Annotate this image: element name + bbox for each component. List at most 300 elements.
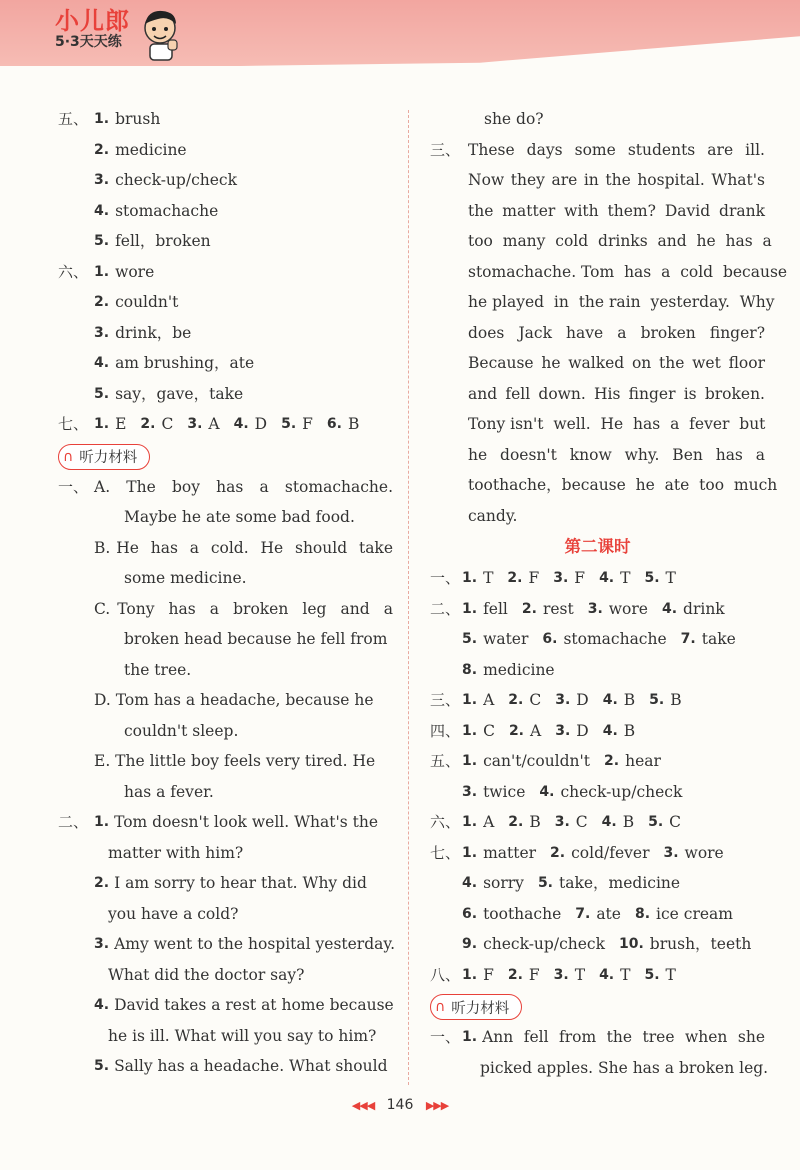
- section-number: 五、: [430, 752, 461, 770]
- item-answer: A: [530, 721, 542, 740]
- indent: [58, 196, 94, 227]
- item-number: 4.: [94, 202, 110, 219]
- item-number: 6.: [462, 905, 478, 922]
- item-answer: check-up/check: [483, 935, 605, 953]
- headphones-icon: ∩: [435, 999, 446, 1015]
- indent: [58, 716, 124, 747]
- section-number: 一、: [430, 1028, 461, 1046]
- answer-line: [58, 287, 393, 318]
- indent: [430, 226, 468, 257]
- item-number: 2.: [94, 875, 110, 891]
- listening-text: stomachache. Tom has a cold because: [468, 262, 788, 281]
- item-number: 2.: [521, 600, 537, 617]
- item-number: 5.: [94, 385, 110, 402]
- item-answer: take，medicine: [559, 874, 681, 892]
- item-number: 1.: [462, 814, 478, 830]
- item-number: 4.: [601, 814, 617, 830]
- indent: [430, 624, 462, 655]
- page-footer: [0, 1097, 800, 1113]
- indent: [430, 318, 468, 349]
- column-divider: [408, 110, 409, 1085]
- section-number: 七、: [58, 415, 89, 433]
- listening-line: [58, 563, 393, 594]
- item-number: 4.: [661, 600, 678, 617]
- item-number: 2.: [507, 570, 523, 586]
- listening-line: [430, 379, 765, 410]
- item-number: 10.: [618, 936, 644, 952]
- badge-label: 听力材料: [451, 1000, 510, 1017]
- item-answer: medicine: [115, 140, 187, 159]
- listening-line: [58, 899, 393, 930]
- indent: [58, 563, 124, 594]
- item-answer: wore: [684, 843, 724, 862]
- listening-text: he doesn't know why. Ben has a: [468, 445, 765, 464]
- mascot-icon: [140, 6, 182, 62]
- answer-line: [58, 104, 393, 135]
- item-number: 1.: [94, 814, 110, 830]
- listening-text: she do?: [484, 110, 544, 128]
- indent: [58, 502, 124, 533]
- answer-line: [58, 257, 393, 288]
- item-answer: check-up/check: [115, 171, 237, 189]
- item-number: 4.: [602, 722, 618, 739]
- indent: [430, 1053, 480, 1084]
- item-number: 2.: [94, 141, 110, 158]
- indent: [430, 440, 468, 471]
- section-number: 一、: [58, 477, 89, 496]
- item-answer: A: [208, 415, 220, 433]
- item-answer: F: [483, 965, 494, 984]
- item-number: 2.: [604, 753, 620, 769]
- item-answer: D: [576, 721, 589, 740]
- item-number: 2.: [94, 294, 110, 310]
- indent: [58, 135, 94, 166]
- indent: [58, 348, 94, 379]
- section-number: 一、: [430, 569, 461, 587]
- item-answer: rest: [542, 599, 574, 618]
- item-number: 1.: [462, 722, 478, 739]
- listening-line: [58, 807, 393, 838]
- listening-line: [430, 165, 765, 196]
- indent: [430, 868, 462, 899]
- listening-text: I am sorry to hear that. Why did: [114, 874, 367, 892]
- item-answer: C: [529, 691, 542, 709]
- item-answer: C: [161, 415, 174, 433]
- item-answer: brush，teeth: [649, 935, 752, 953]
- listening-text: David takes a rest at home because: [114, 996, 394, 1014]
- item-number: 1.: [462, 966, 478, 983]
- item-number: 4.: [599, 966, 615, 983]
- item-number: 2.: [507, 966, 523, 983]
- indent: [430, 257, 468, 288]
- item-number: 1.: [462, 844, 478, 861]
- listening-line: [58, 502, 393, 533]
- listening-text: D. Tom has a headache, because he: [94, 691, 374, 709]
- item-number: 4.: [539, 783, 555, 800]
- listening-line: [58, 960, 393, 991]
- listening-line: [58, 746, 393, 777]
- indent: [58, 960, 108, 991]
- item-number: 5.: [94, 233, 110, 249]
- indent: [58, 379, 94, 410]
- item-number: 3.: [554, 814, 570, 830]
- item-number: 5.: [644, 966, 660, 983]
- answer-line: [430, 563, 765, 594]
- item-answer: B: [670, 691, 682, 709]
- indent: [58, 929, 94, 960]
- indent: [430, 379, 468, 410]
- item-answer: matter: [483, 843, 537, 862]
- indent: [58, 287, 94, 318]
- indent: [430, 470, 468, 501]
- item-answer: take: [701, 630, 736, 648]
- item-answer: F: [302, 415, 313, 433]
- item-number: 5.: [648, 814, 664, 830]
- answer-line: [430, 655, 765, 686]
- listening-text: Tony isn't well. He has a fever but: [468, 415, 766, 433]
- item-answer: B: [622, 813, 635, 831]
- item-number: 3.: [553, 966, 569, 983]
- item-number: 1.: [462, 692, 478, 708]
- item-number: 3.: [553, 570, 569, 586]
- item-number: 5.: [649, 692, 665, 708]
- item-answer: say，gave，take: [115, 384, 244, 403]
- answer-line: [430, 746, 765, 777]
- listening-text: Because he walked on the wet floor: [468, 354, 765, 372]
- item-number: 3.: [555, 692, 571, 708]
- listening-line: [58, 716, 393, 747]
- indent: [58, 990, 94, 1021]
- indent: [58, 746, 94, 777]
- listening-text: he played in the rain yesterday. Why: [468, 293, 775, 311]
- listening-text: Tom doesn't look well. What's the: [114, 813, 378, 831]
- section-number: 六、: [430, 813, 461, 831]
- answer-line: [430, 685, 765, 716]
- item-answer: medicine: [483, 660, 555, 679]
- item-answer: T: [483, 569, 494, 587]
- item-number: 4.: [233, 416, 249, 432]
- answer-line: [58, 318, 393, 349]
- indent: [430, 655, 462, 686]
- item-number: 5.: [94, 1058, 110, 1074]
- item-number: 3.: [187, 416, 203, 432]
- listening-text: picked apples. She has a broken leg.: [480, 1058, 769, 1077]
- item-answer: T: [665, 569, 676, 587]
- listening-text: What did the doctor say?: [108, 965, 305, 984]
- listening-line: [430, 348, 765, 379]
- indent: [58, 838, 108, 869]
- item-number: 1.: [94, 111, 110, 127]
- section-number: 五、: [58, 110, 89, 128]
- item-number: 1.: [462, 1029, 478, 1045]
- brand-logo: [55, 8, 130, 50]
- answer-line: [430, 777, 765, 808]
- item-answer: C: [575, 813, 588, 831]
- item-number: 2.: [508, 692, 524, 708]
- listening-text: you have a cold?: [108, 904, 239, 923]
- item-answer: twice: [483, 782, 526, 801]
- item-answer: wore: [608, 599, 648, 618]
- item-number: 3.: [94, 324, 110, 341]
- item-answer: B: [529, 813, 541, 831]
- indent: [58, 868, 94, 899]
- answer-line: [58, 135, 393, 166]
- item-number: 2.: [140, 416, 156, 432]
- listening-line: [58, 868, 393, 899]
- listening-line: [430, 318, 765, 349]
- listening-text: These days some students are ill.: [468, 140, 765, 159]
- listening-line: [430, 287, 775, 318]
- section-number: 六、: [58, 262, 89, 281]
- answer-line: [430, 899, 765, 930]
- answer-line: [58, 165, 393, 196]
- section-number: 三、: [430, 140, 461, 159]
- section-number: 八、: [430, 965, 461, 984]
- item-number: 5.: [644, 570, 660, 586]
- indent: [430, 777, 462, 808]
- indent: [58, 1051, 94, 1082]
- item-number: 1.: [462, 570, 478, 586]
- item-answer: ate: [596, 904, 621, 923]
- item-number: 3.: [663, 844, 679, 861]
- indent: [430, 165, 468, 196]
- indent: [430, 348, 468, 379]
- section-number: 四、: [430, 721, 461, 740]
- item-answer: sorry: [483, 874, 524, 892]
- listening-line: [58, 655, 393, 686]
- listening-line: [58, 777, 393, 808]
- item-answer: drink: [683, 599, 725, 618]
- listening-text: the matter with them? David drank: [468, 201, 765, 220]
- listening-text: toothache，because he ate too much: [468, 476, 778, 494]
- item-answer: can't/couldn't: [483, 752, 591, 770]
- listening-text: candy.: [468, 506, 518, 525]
- answer-line: [430, 868, 765, 899]
- item-number: 8.: [634, 905, 651, 922]
- listening-line: [430, 1022, 765, 1053]
- listening-text: A. The boy has a stomachache.: [94, 477, 393, 496]
- item-answer: D: [254, 415, 268, 433]
- badge-label: 听力材料: [79, 450, 138, 466]
- brand-name: 小儿郎: [55, 7, 130, 35]
- listening-text: couldn't sleep.: [124, 721, 239, 740]
- item-number: 9.: [462, 936, 478, 952]
- item-number: 7.: [680, 631, 696, 647]
- indent: [58, 165, 94, 196]
- listening-text: Sally has a headache. What should: [114, 1057, 388, 1075]
- section-number: 二、: [430, 599, 461, 618]
- indent: [430, 929, 462, 960]
- indent: [58, 226, 94, 257]
- listening-line: [430, 257, 788, 288]
- indent: [430, 104, 484, 135]
- section-number: 三、: [430, 691, 461, 709]
- listening-line: [430, 104, 765, 135]
- item-number: 6.: [326, 416, 342, 432]
- item-number: 4.: [94, 997, 110, 1013]
- item-answer: D: [576, 691, 589, 709]
- answer-line: [430, 624, 765, 655]
- answer-line: [430, 838, 765, 869]
- item-number: 1.: [94, 263, 110, 280]
- listening-text: Ann fell from the tree when she: [482, 1028, 765, 1046]
- listening-text: Now they are in the hospital. What's: [468, 171, 765, 189]
- listening-line: [430, 196, 765, 227]
- item-answer: B: [623, 721, 636, 740]
- listening-line: [58, 472, 393, 503]
- item-number: 6.: [542, 631, 558, 647]
- item-answer: E: [115, 415, 127, 433]
- listening-text: too many cold drinks and he has a: [468, 232, 772, 250]
- answer-line: [430, 807, 765, 838]
- listening-line: [430, 1053, 769, 1084]
- item-answer: A: [483, 813, 495, 831]
- answer-line: [430, 960, 765, 991]
- listening-line: [58, 929, 393, 960]
- section-number: 七、: [430, 843, 461, 862]
- indent: [58, 655, 124, 686]
- listening-text: matter with him?: [108, 843, 244, 862]
- listening-text: E. The little boy feels very tired. He: [94, 752, 376, 770]
- item-answer: stomachache: [563, 630, 667, 648]
- listening-line: [58, 1051, 393, 1082]
- answer-line: [58, 196, 393, 227]
- left-column: [58, 104, 393, 1082]
- item-answer: fell，broken: [115, 232, 211, 250]
- listening-text: C. Tony has a broken leg and a: [94, 599, 393, 618]
- section-number: 二、: [58, 813, 89, 831]
- next-arrows-icon: ▶▶▶: [425, 1099, 449, 1112]
- item-answer: F: [528, 569, 540, 587]
- listening-line: [430, 226, 772, 257]
- listening-text: some medicine.: [124, 569, 247, 587]
- item-number: 5.: [537, 875, 553, 891]
- item-answer: B: [623, 691, 636, 709]
- item-number: 7.: [575, 905, 591, 922]
- headphones-icon: ∩: [63, 448, 74, 465]
- listening-line: [430, 409, 765, 440]
- listening-text: Amy went to the hospital yesterday.: [114, 935, 395, 953]
- item-answer: couldn't: [115, 293, 179, 311]
- item-answer: T: [620, 569, 631, 587]
- listening-line: [430, 470, 778, 501]
- indent: [430, 501, 468, 532]
- item-answer: drink，be: [115, 323, 192, 342]
- item-number: 3.: [94, 936, 110, 952]
- item-number: 4.: [602, 692, 618, 708]
- item-answer: C: [483, 721, 495, 740]
- listening-text: does Jack have a broken finger?: [468, 323, 765, 342]
- listening-line: [430, 501, 765, 532]
- right-column: [430, 104, 788, 1083]
- item-answer: fell: [483, 599, 508, 618]
- listening-line: [430, 135, 765, 166]
- item-answer: F: [528, 965, 540, 984]
- listening-line: [58, 990, 393, 1021]
- item-number: 2.: [508, 722, 524, 739]
- answer-line: [430, 716, 765, 747]
- item-number: 4.: [462, 875, 478, 891]
- item-number: 3.: [587, 600, 603, 617]
- listening-material-badge: [58, 444, 150, 470]
- item-number: 3.: [462, 783, 478, 800]
- listening-line: [430, 440, 765, 471]
- answer-line: [430, 594, 765, 625]
- listening-line: [58, 594, 393, 625]
- listening-text: has a fever.: [124, 782, 214, 801]
- item-answer: F: [574, 569, 586, 587]
- item-number: 1.: [462, 600, 478, 617]
- listening-line: [58, 624, 393, 655]
- item-answer: C: [669, 813, 682, 831]
- item-answer: T: [620, 965, 631, 984]
- item-number: 8.: [462, 661, 478, 678]
- indent: [58, 624, 124, 655]
- answer-line: [430, 929, 765, 960]
- listening-line: [58, 533, 393, 564]
- item-answer: am brushing，ate: [115, 354, 255, 372]
- listening-text: the tree.: [124, 660, 192, 679]
- prev-arrows-icon: ◀◀◀: [351, 1099, 375, 1112]
- indent: [58, 318, 94, 349]
- lesson-title: 第二课时: [564, 537, 631, 556]
- answer-line: [58, 348, 393, 379]
- indent: [430, 196, 468, 227]
- item-number: 4.: [94, 355, 110, 371]
- item-answer: toothache: [483, 904, 562, 923]
- listening-line: [58, 685, 393, 716]
- page-number: 146: [386, 1097, 414, 1113]
- indent: [58, 899, 108, 930]
- listening-line: [58, 1021, 393, 1052]
- item-answer: A: [483, 691, 495, 709]
- listening-text: B. He has a cold. He should take: [94, 538, 393, 557]
- answer-line: [58, 379, 393, 410]
- indent: [430, 409, 468, 440]
- item-answer: ice cream: [656, 904, 733, 923]
- indent: [58, 1021, 108, 1052]
- answer-line: [58, 409, 393, 440]
- item-answer: cold/fever: [571, 843, 650, 862]
- listening-text: Maybe he ate some bad food.: [124, 508, 355, 526]
- item-answer: stomachache: [115, 201, 219, 220]
- indent: [58, 777, 124, 808]
- item-answer: check-up/check: [560, 782, 683, 801]
- listening-text: and fell down. His finger is broken.: [468, 384, 765, 403]
- item-number: 2.: [550, 844, 566, 861]
- item-answer: wore: [115, 262, 155, 281]
- item-number: 1.: [462, 753, 478, 769]
- item-answer: water: [483, 630, 529, 648]
- item-answer: T: [574, 965, 586, 984]
- listening-line: [58, 838, 393, 869]
- answer-line: [58, 226, 393, 257]
- indent: [430, 899, 462, 930]
- brand-subtitle: 5·3天天练: [55, 34, 122, 50]
- listening-material-badge: [430, 994, 522, 1020]
- item-answer: B: [347, 415, 360, 433]
- item-answer: T: [665, 965, 676, 984]
- item-answer: hear: [625, 752, 661, 770]
- item-number: 3.: [94, 172, 110, 188]
- indent: [58, 594, 94, 625]
- item-number: 5.: [462, 631, 478, 647]
- indent: [430, 287, 468, 318]
- item-number: 1.: [94, 416, 110, 432]
- indent: [58, 533, 94, 564]
- indent: [58, 685, 94, 716]
- item-number: 2.: [508, 814, 524, 830]
